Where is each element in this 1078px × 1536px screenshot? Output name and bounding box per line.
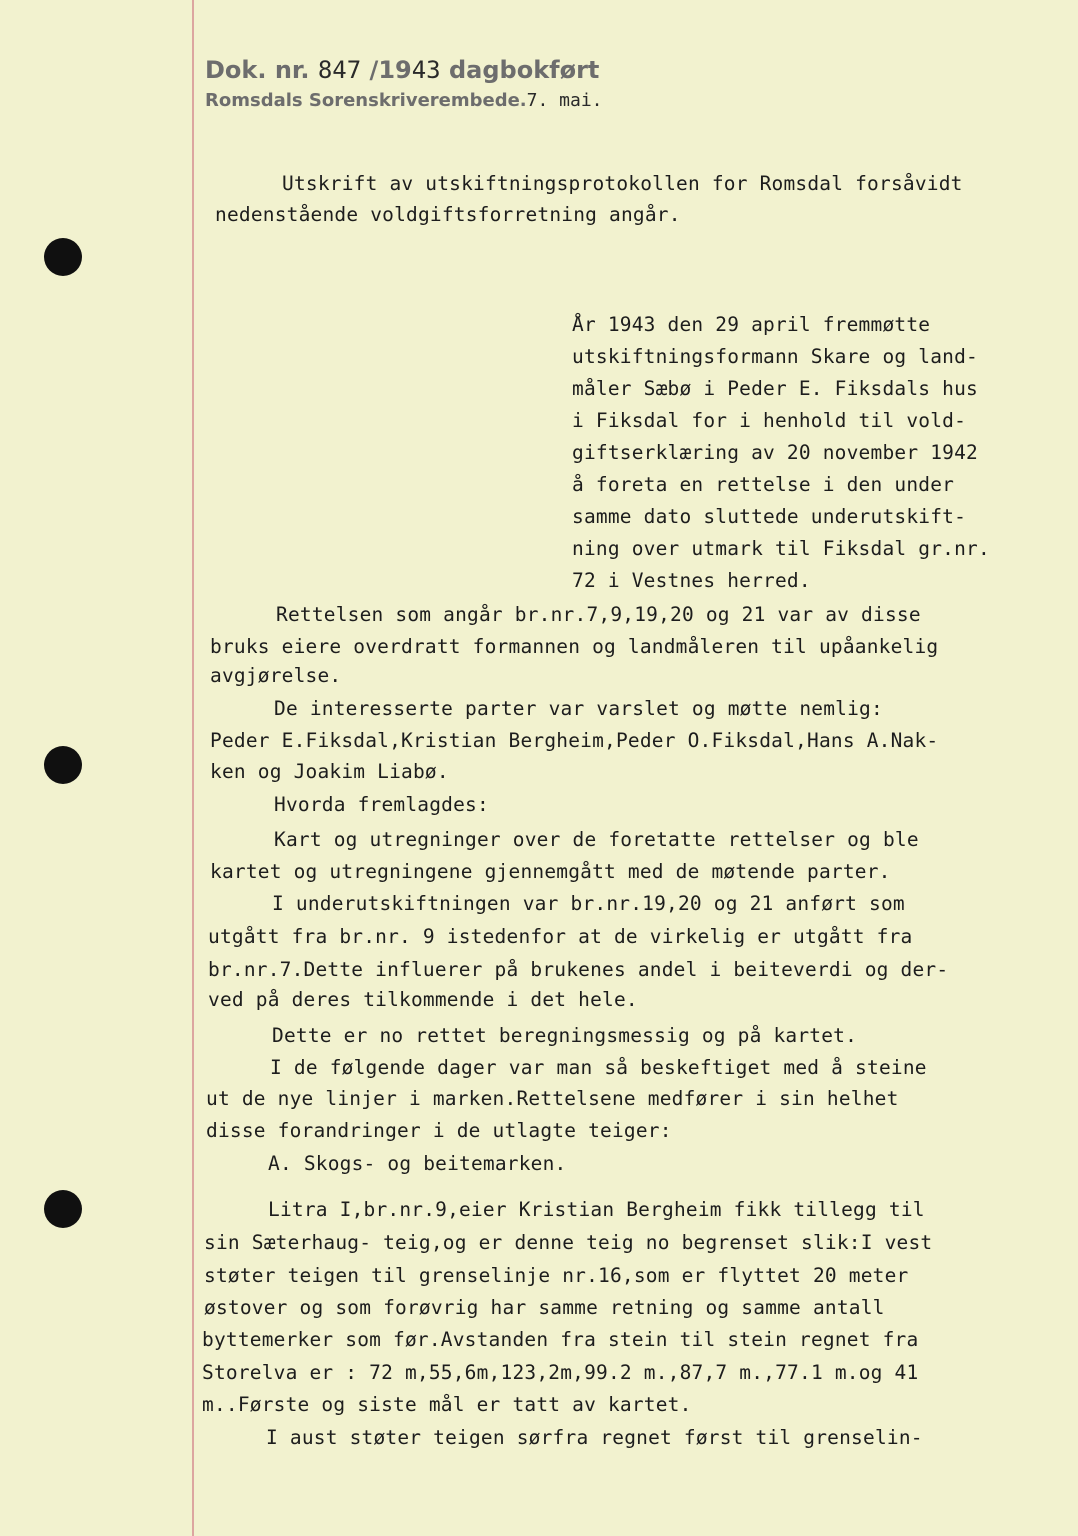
text-line: Storelva er : 72 m,55,6m,123,2m,99.2 m.,87,7 m.,77.1 m.og 41 bbox=[202, 1361, 919, 1384]
text-line: byttemerker som før.Avstanden fra stein til stein regnet fra bbox=[202, 1328, 919, 1351]
text-line: kartet og utregningene gjennemgått med de møtende parter. bbox=[210, 860, 891, 883]
text-line: sin Sæterhaug- teig,og er denne teig no begrenset slik:I vest bbox=[204, 1231, 933, 1254]
text-line: 72 i Vestnes herred. bbox=[572, 569, 811, 592]
text-line: utskiftningsformann Skare og land- bbox=[572, 345, 978, 368]
text-line: Peder E.Fiksdal,Kristian Bergheim,Peder O.Fiksdal,Hans A.Nak- bbox=[210, 729, 939, 752]
text-line: I aust støter teigen sørfra regnet først til grenselin- bbox=[266, 1426, 923, 1449]
stamp-year-suffix: 43 bbox=[411, 56, 441, 84]
text-line: i Fiksdal for i henhold til vold- bbox=[572, 409, 967, 432]
stamp-year-prefix: /19 bbox=[369, 56, 412, 84]
text-line: avgjørelse. bbox=[210, 664, 342, 687]
text-line: Rettelsen som angår br.nr.7,9,19,20 og 21 var av disse bbox=[276, 603, 921, 626]
text-line: utgått fra br.nr. 9 istedenfor at de virkelig er utgått fra bbox=[208, 925, 913, 948]
text-line: disse forandringer i de utlagte teiger: bbox=[206, 1119, 672, 1142]
stamp-office: Romsdals Sorenskriverembede. bbox=[205, 90, 527, 111]
text-line: br.nr.7.Dette influerer på brukenes andel i beiteverdi og der- bbox=[208, 958, 949, 981]
stamp-label: Dok. nr. bbox=[205, 56, 310, 84]
text-line: ut de nye linjer i marken.Rettelsene medfører i sin helhet bbox=[206, 1087, 899, 1110]
text-line: Utskrift av utskiftningsprotokollen for Romsdal forsåvidt bbox=[282, 172, 963, 195]
text-line: å foreta en rettelse i den under bbox=[572, 473, 955, 496]
text-line: m..Første og siste mål er tatt av kartet. bbox=[202, 1393, 692, 1416]
text-line: østover og som forøvrig har samme retning og samme antall bbox=[204, 1296, 885, 1319]
text-line: støter teigen til grenselinje nr.16,som er flyttet 20 meter bbox=[204, 1264, 909, 1287]
text-line: I de følgende dager var man så beskeftiget med å steine bbox=[270, 1056, 927, 1079]
registry-stamp-line2 bbox=[205, 90, 603, 111]
text-line: Dette er no rettet beregningsmessig og på kartet. bbox=[272, 1024, 858, 1047]
text-line: År 1943 den 29 april fremmøtte bbox=[572, 313, 931, 336]
text-line: De interesserte parter var varslet og møtte nemlig: bbox=[274, 697, 883, 720]
doc-number: 847 bbox=[317, 56, 362, 84]
registry-stamp-line1 bbox=[205, 56, 599, 84]
text-line: måler Sæbø i Peder E. Fiksdals hus bbox=[572, 377, 978, 400]
text-line: ved på deres tilkommende i det hele. bbox=[208, 988, 638, 1011]
text-line: I underutskiftningen var br.nr.19,20 og 21 anført som bbox=[272, 892, 905, 915]
punch-hole bbox=[44, 1190, 82, 1228]
text-line: bruks eiere overdratt formannen og landmåleren til upåankelig bbox=[210, 635, 939, 658]
text-line: giftserklæring av 20 november 1942 bbox=[572, 441, 978, 464]
punch-hole bbox=[44, 238, 82, 276]
section-heading: A. Skogs- og beitemarken. bbox=[268, 1152, 567, 1175]
text-line: ning over utmark til Fiksdal gr.nr. bbox=[572, 537, 990, 560]
stamp-date: 7. mai. bbox=[526, 90, 603, 111]
text-line: Litra I,br.nr.9,eier Kristian Bergheim fikk tillegg til bbox=[268, 1198, 925, 1221]
text-line: ken og Joakim Liabø. bbox=[210, 760, 449, 783]
text-line: samme dato sluttede underutskift- bbox=[572, 505, 967, 528]
text-line: Kart og utregninger over de foretatte rettelser og ble bbox=[274, 828, 919, 851]
margin-line bbox=[192, 0, 194, 1536]
stamp-suffix: dagbokført bbox=[448, 56, 600, 84]
text-line: nedenstående voldgiftsforretning angår. bbox=[215, 203, 681, 226]
punch-hole bbox=[44, 746, 82, 784]
text-line: Hvorda fremlagdes: bbox=[274, 793, 489, 816]
